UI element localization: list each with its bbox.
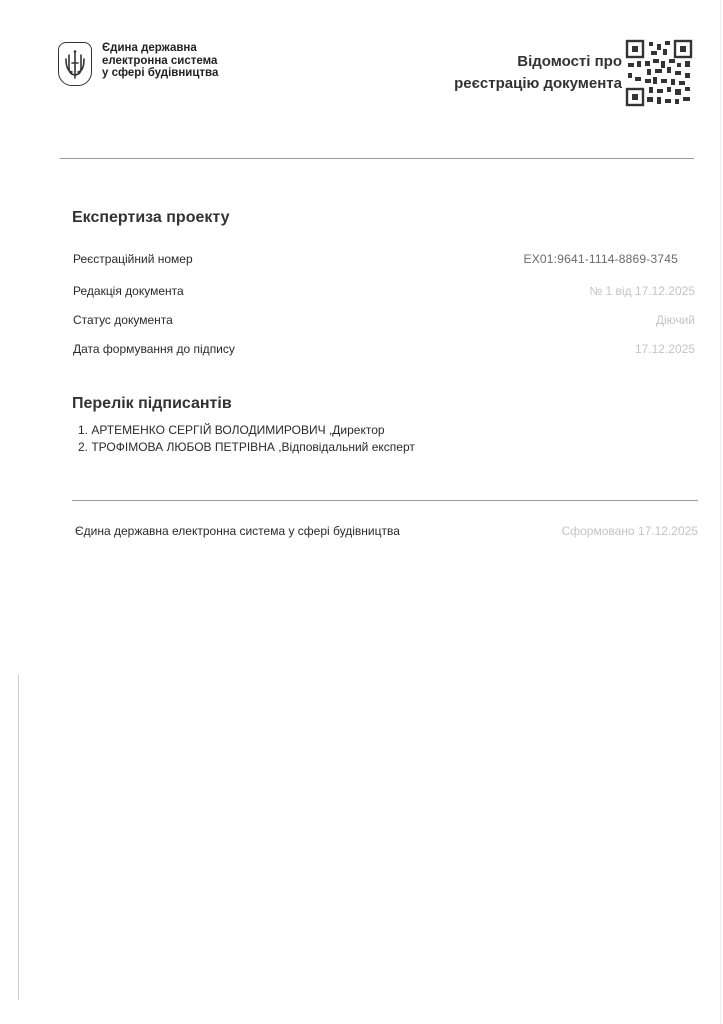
field-label: Редакція документа	[73, 284, 184, 298]
header-divider	[60, 158, 694, 159]
scan-edge-line	[18, 675, 19, 1000]
field-label: Статус документа	[73, 313, 173, 327]
qr-code-icon	[625, 39, 693, 107]
registration-title	[454, 51, 622, 95]
field-value: 17.12.2025	[634, 342, 695, 356]
org-name-line2: електронна система	[102, 54, 218, 67]
signatory-item: 1. АРТЕМЕНКО СЕРГІЙ ВОЛОДИМИРОВИЧ ,Директор	[78, 423, 385, 437]
trident-icon	[58, 42, 92, 86]
field-label: Реєстраційний номер	[73, 252, 193, 266]
scan-edge-line-right	[720, 0, 721, 1024]
org-logo	[58, 42, 218, 86]
signatories-list	[78, 422, 415, 456]
signatories-title: Перелік підписантів	[72, 395, 232, 412]
field-registration-number	[73, 252, 695, 270]
field-document-status	[73, 313, 695, 331]
field-value: Діючий	[655, 313, 695, 327]
registration-title-line2: реєстрацію документа	[454, 75, 622, 92]
expertise-title: Експертиза проекту	[72, 209, 230, 226]
org-name	[102, 42, 218, 80]
field-signing-date	[73, 342, 695, 360]
field-value: № 1 від 17.12.2025	[589, 284, 695, 298]
footer-generated-date: Сформовано 17.12.2025	[561, 524, 698, 538]
registration-title-line1: Відомості про	[517, 53, 622, 70]
field-value: EX01:9641-1114-8869-3745	[523, 252, 678, 266]
signatory-item: 2. ТРОФІМОВА ЛЮБОВ ПЕТРІВНА ,Відповідальний експерт	[78, 440, 415, 454]
org-name-line3: у сфері будівництва	[102, 67, 219, 79]
field-label: Дата формування до підпису	[73, 342, 235, 356]
footer-divider	[72, 500, 698, 501]
field-document-edition	[73, 284, 695, 302]
footer-system-name: Єдина державна електронна система у сфері будівництва	[75, 524, 400, 538]
org-name-line1: Єдина державна	[102, 42, 197, 54]
